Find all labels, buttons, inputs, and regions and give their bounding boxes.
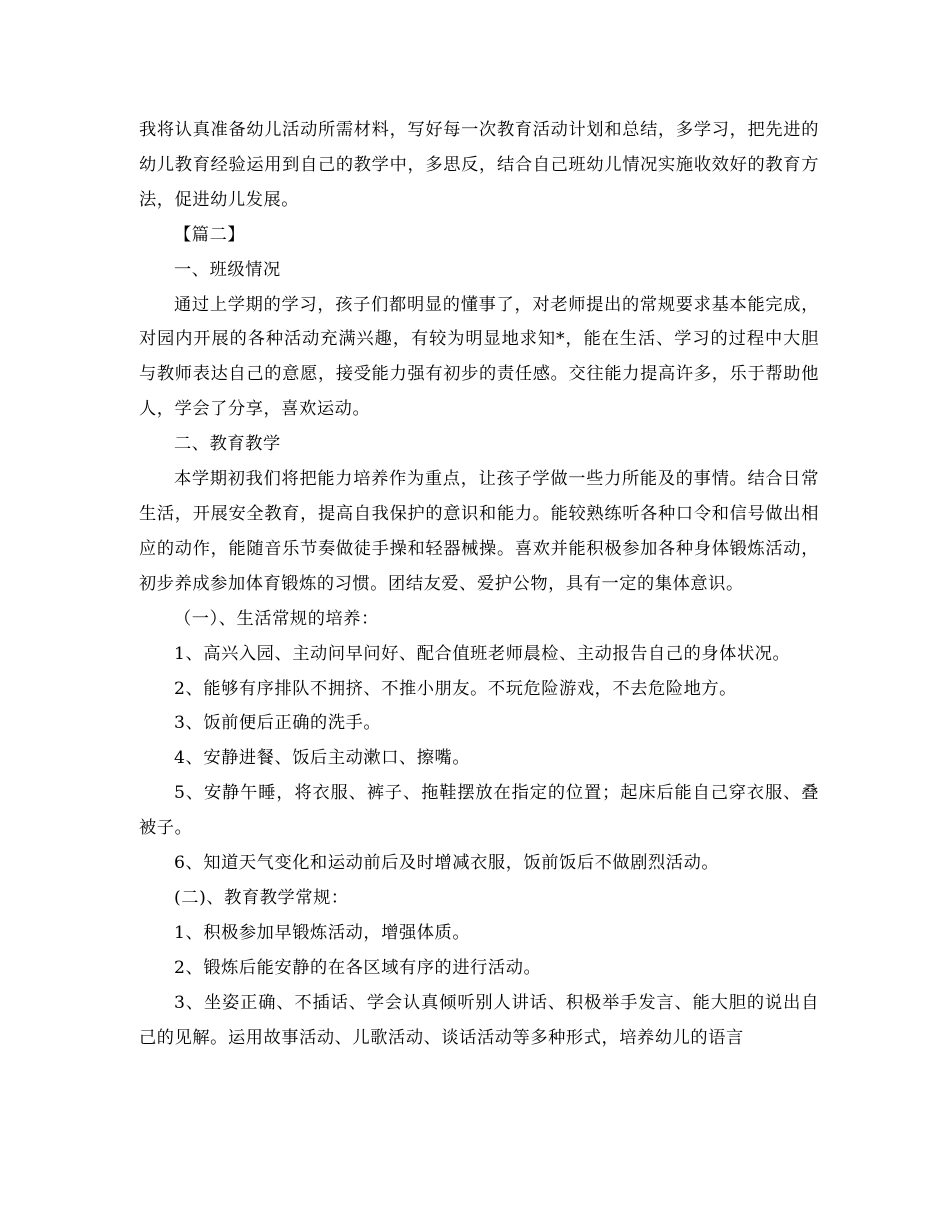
subheading-teaching-routine: (二)、教育教学常规： — [174, 887, 349, 908]
list-item: 1、高兴入园、主动问早问好、配合值班老师晨检、主动报告自己的身体状况。 — [174, 643, 791, 664]
document-body — [139, 113, 819, 1055]
list-item: 2、锻炼后能安静的在各区域有序的进行活动。 — [174, 957, 542, 978]
list-item: 6、知道天气变化和运动前后及时增减衣服，饭前饭后不做剧烈活动。 — [174, 853, 720, 874]
section-heading-part-two: 【篇二】 — [174, 224, 246, 245]
list-item: 3、饭前便后正确的洗手。 — [174, 713, 382, 734]
list-item: 1、积极参加早锻炼活动，增强体质。 — [174, 922, 471, 943]
heading-education-teaching: 二、教育教学 — [174, 434, 281, 455]
heading-class-situation: 一、班级情况 — [174, 259, 281, 280]
list-item: 4、安静进餐、饭后主动漱口、擦嘴。 — [174, 748, 471, 769]
list-item: 5、安静午睡，将衣服、裤子、拖鞋摆放在指定的位置；起床后能自己穿衣服、叠被子。 — [139, 783, 819, 839]
list-item: 3、坐姿正确、不插话、学会认真倾听别人讲话、积极举手发言、能大胆的说出自己的见解。运用故事活动、儿歌活动、谈话活动等多种形式，培养幼儿的语言 — [139, 992, 819, 1048]
paragraph-education-teaching: 本学期初我们将把能力培养作为重点，让孩子学做一些力所能及的事情。结合日常生活，开展安全教育，提高自我保护的意识和能力。能较熟练听各种口令和信号做出相应的动作，能随音乐节奏做徒手操和轻器械操。喜欢并能积极参加各种身体锻炼活动，初步养成参加体育锻炼的习惯。团结友爱、爱护公物，具有一定的集体意识。 — [139, 469, 819, 594]
list-item: 2、能够有序排队不拥挤、不推小朋友。不玩危险游戏，不去危险地方。 — [174, 678, 737, 699]
paragraph-class-situation: 通过上学期的学习，孩子们都明显的懂事了，对老师提出的常规要求基本能完成，对园内开展的各种活动充满兴趣，有较为明显地求知*，能在生活、学习的过程中大胆与教师表达自己的意愿，接受能力强有初步的责任感。交往能力提高许多，乐于帮助他人，学会了分享，喜欢运动。 — [139, 294, 819, 420]
subheading-life-routine: （一）、生活常规的培养： — [174, 608, 379, 629]
paragraph-1: 我将认真准备幼儿活动所需材料，写好每一次教育活动计划和总结，多学习，把先进的幼儿教育经验运用到自己的教学中，多思反，结合自己班幼儿情况实施收效好的教育方法，促进幼儿发展。 — [139, 120, 819, 210]
